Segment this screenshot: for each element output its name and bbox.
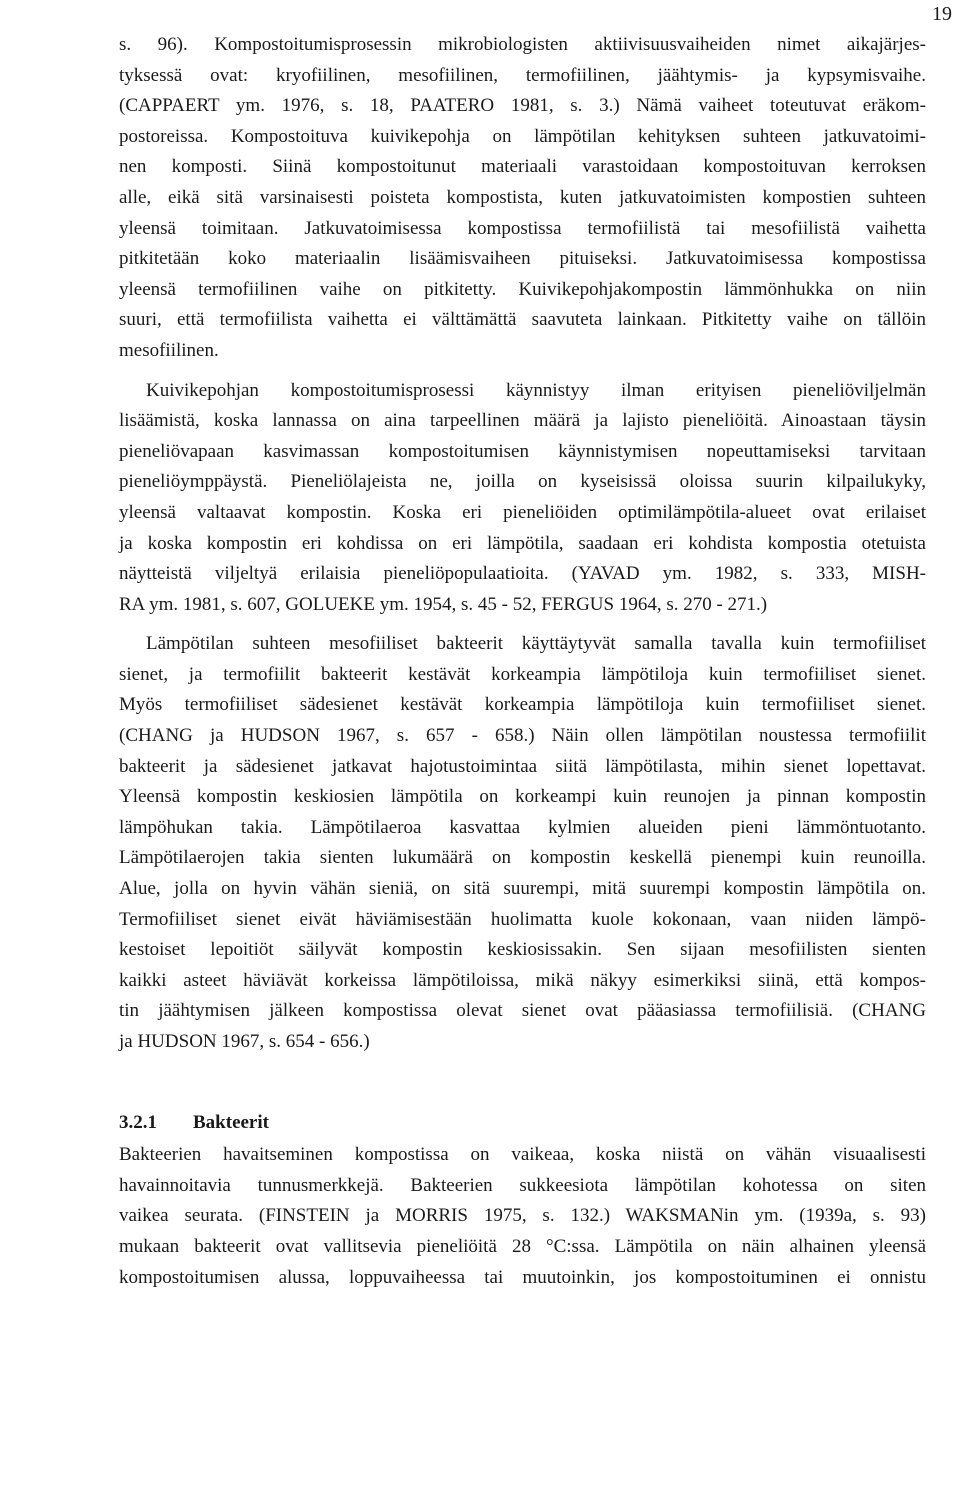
text-line: Alue, jolla on hyvin vähän sieniä, on sitä suurempi, mitä suurempi kompostin lämpötila on. xyxy=(119,878,926,900)
section-heading xyxy=(119,1108,926,1139)
text-line: kestoiset lepoitiöt säilyvät kompostin keskiosissakin. Sen sijaan mesofiilisten sienten xyxy=(119,939,926,961)
text-line: tin jäähtymisen jälkeen kompostissa olevat sienet ovat pääasiassa termofiilisiä. (CHANG xyxy=(119,1000,926,1022)
text-line: vaikea seurata. (FINSTEIN ja MORRIS 1975, s. 132.) WAKSMANin ym. (1939a, s. 93) xyxy=(119,1205,926,1227)
text-line: tyksessä ovat: kryofiilinen, mesofiilinen, termofiilinen, jäähtymis- ja kypsymisvaihe. xyxy=(119,64,926,86)
text-line: lämpöhukan takia. Lämpötilaeroa kasvattaa kylmien alueiden pieni lämmöntuotanto. xyxy=(119,816,926,838)
text-line: nen komposti. Siinä kompostoitunut materiaali varastoidaan kompostoituvan kerroksen xyxy=(119,156,926,178)
text-line: postoreissa. Kompostoituva kuivikepohja on lämpötilan kehityksen suhteen jatkuvatoimi- xyxy=(119,125,926,147)
text-line: s. 96). Kompostoitumisprosessin mikrobiologisten aktiivisuusvaiheiden nimet aikajärjes- xyxy=(119,34,926,55)
text-line: suuri, että termofiilista vaihetta ei välttämättä saavuteta lainkaan. Pitkitetty vaihe on tällöin xyxy=(119,309,926,331)
text-line: Lämpötilaerojen takia sienten lukumäärä on kompostin keskellä pienempi kuin reunoilla. xyxy=(119,847,926,869)
text-line: ja koska kompostin eri kohdissa on eri lämpötila, saadaan eri kohdista kompostia otetuista xyxy=(119,532,926,554)
section-number: 3.2.1 xyxy=(119,1111,157,1133)
text-line: (CAPPAERT ym. 1976, s. 18, PAATERO 1981, s. 3.) Nämä vaiheet toteutuvat eräkom- xyxy=(119,95,926,117)
text-line: pitkitetään koko materiaalin lisäämisvaiheen pituiseksi. Jatkuvatoimisessa kompostissa xyxy=(119,248,926,270)
text-line: Myös termofiiliset sädesienet kestävät korkeampia lämpötiloja kuin termofiiliset sienet. xyxy=(119,694,926,716)
text-line: näytteistä viljeltyä erilaisia pieneliöpopulaatioita. (YAVAD ym. 1982, s. 333, MISH- xyxy=(119,563,926,585)
text-line: sienet, ja termofiilit bakteerit kestävät korkeampia lämpötiloja kuin termofiiliset sienet. xyxy=(119,663,926,685)
text-line: Bakteerien havaitseminen kompostissa on vaikeaa, koska niistä on vähän visuaalisesti xyxy=(119,1144,926,1166)
paragraph-bacteria xyxy=(119,1140,926,1293)
text-line: (CHANG ja HUDSON 1967, s. 657 - 658.) Näin ollen lämpötilan noustessa termofiilit xyxy=(119,725,926,747)
paragraph-temperature-fungi xyxy=(119,629,926,1057)
text-line: bakteerit ja sädesienet jatkavat hajotustoimintaa siitä lämpötilasta, mihin sienet lopettavat. xyxy=(119,755,926,777)
text-line: Yleensä kompostin keskiosien lämpötila on korkeampi kuin reunojen ja pinnan kompostin xyxy=(119,786,926,808)
text-line: mukaan bakteerit ovat vallitsevia pieneliöitä 28 °C:ssa. Lämpötila on näin alhainen yleensä xyxy=(119,1235,926,1257)
text-line: havainnoitavia tunnusmerkkejä. Bakteerien sukkeesiota lämpötilan kohotessa on siten xyxy=(119,1174,926,1196)
text-line: kaikki asteet häviävät korkeissa lämpötiloissa, mikä näkyy esimerkiksi siinä, että kompos- xyxy=(119,969,926,991)
section-title: Bakteerit xyxy=(193,1111,269,1133)
text-line: Lämpötilan suhteen mesofiiliset bakteerit käyttäytyvät samalla tavalla kuin termofiiliset xyxy=(146,633,926,655)
text-line: mesofiilinen. xyxy=(119,339,219,361)
text-line: pieneliöymppäystä. Pieneliölajeista ne, joilla on kyseisissä oloissa suurin kilpailukyky, xyxy=(119,471,926,493)
text-line: ja HUDSON 1967, s. 654 - 656.) xyxy=(119,1031,370,1052)
paragraph-composting-phases xyxy=(119,30,926,367)
text-line: yleensä valtaavat kompostin. Koska eri pieneliöiden optimilämpötila-alueet ovat erilaiset xyxy=(119,501,926,523)
document-body xyxy=(119,30,926,1293)
page-number: 19 xyxy=(932,3,952,25)
text-line: kompostoitumisen alussa, loppuvaiheessa tai muutoinkin, jos kompostoituminen ei onnistu xyxy=(119,1266,926,1288)
text-line: Kuivikepohjan kompostoitumisprosessi käynnistyy ilman erityisen pieneliöviljelmän xyxy=(146,379,926,401)
text-line: lisäämistä, koska lannassa on aina tarpeellinen määrä ja lajisto pieneliöitä. Ainoastaan täysin xyxy=(119,410,926,432)
text-line: yleensä toimitaan. Jatkuvatoimisessa kompostissa termofiilistä tai mesofiilistä vaihetta xyxy=(119,217,926,239)
text-line: yleensä termofiilinen vaihe on pitkitetty. Kuivikepohjakompostin lämmönhukka on niin xyxy=(119,278,926,300)
text-line: pieneliövapaan kasvimassan kompostoitumisen käynnistymisen nopeuttamiseksi tarvitaan xyxy=(119,440,926,462)
paragraph-microbe-inoculation xyxy=(119,376,926,621)
text-line: Termofiiliset sienet eivät häviämisestään huolimatta kuole kokonaan, vaan niiden lämpö- xyxy=(119,908,926,930)
text-line: RA ym. 1981, s. 607, GOLUEKE ym. 1954, s. 45 - 52, FERGUS 1964, s. 270 - 271.) xyxy=(119,593,768,615)
text-line: alle, eikä sitä varsinaisesti poisteta kompostista, kuten jatkuvatoimisten kompostien suhteen xyxy=(119,186,926,208)
